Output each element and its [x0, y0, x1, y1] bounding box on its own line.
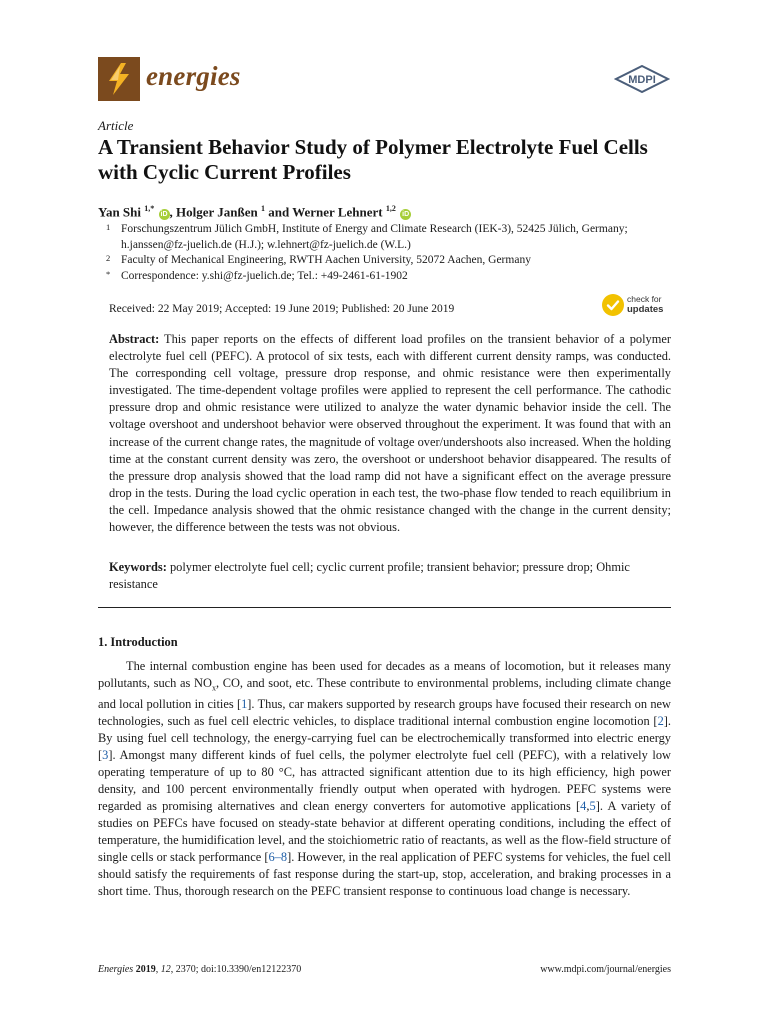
check-for-updates-icon [602, 294, 624, 316]
citation-link[interactable]: 2 [657, 714, 664, 729]
author-name[interactable]: Werner Lehnert [292, 204, 383, 220]
author-affiliation-mark: 1,2 [385, 204, 396, 213]
abstract [109, 331, 671, 536]
keywords-text: polymer electrolyte fuel cell; cyclic current profile; transient behavior; pressure drop; Ohmic resistance [109, 560, 630, 592]
orcid-icon[interactable]: iD [160, 211, 168, 219]
affiliation-mark: * [106, 268, 111, 279]
author-list: Yan Shi $^{1,*}$ iD , Holger Janßen $^1$ and Werner Lehnert $^{1,2}$ iD [98, 204, 410, 220]
affiliation-mark: 1 [106, 222, 111, 232]
affiliation-mark: 2 [106, 253, 111, 263]
orcid-icon[interactable]: iD [402, 211, 410, 219]
affiliation-item [98, 253, 673, 269]
affiliation-item [98, 269, 673, 285]
section-heading: 1. Introduction [98, 635, 178, 649]
author-name[interactable]: Holger Janßen [176, 204, 258, 220]
citation-link[interactable]: 3 [102, 748, 109, 763]
keywords-label: Keywords: [109, 560, 167, 574]
affiliation-text: Forschungszentrum Jülich GmbH, Institute of Energy and Climate Research (IEK-3), 52425 Jülich, Germany; h.janssen@fz-juelich.de (H.J.); w.lehnert@fz-juelich.de (W.L.) [121, 223, 628, 251]
abstract-text: This paper reports on the effects of different load profiles on the transient behavior of a polymer electrolyte fuel cell (PEFC). A protocol of six tests, each with different current density ramps, was conducted. The corresponding cell voltage, pressure drop response, and ohmic resistance were then experimentally investigated. The time-dependent voltage profiles were applied to represent the cell performance. The cathodic pressure drop and ohmic resistance were utilized to analyze the water dynamic behavior inside the cell. The voltage overshoot and undershoot behavior were observed throughout the experiment. It was found that with an increase of the current change rates, the magnitude of voltage over/undershoots also increased. When the holding time at the constant current density was zero, the overshoot or undershoot behavior disappeared. The results of the pressure drop analysis showed that the load ramp did not have a significant effect on the average pressure drop in the tests. During the load cyclic operation in each test, the two-phase flow tended to reach equilibrium in the cell. Impedance analysis showed that the ohmic resistance changed with the change in the current density; however, the difference between the tests was not obvious. [109, 332, 671, 535]
energies-logo [98, 57, 140, 101]
abstract-label: Abstract: [109, 332, 160, 346]
journal-header [98, 57, 670, 103]
affiliation-item [98, 222, 673, 253]
mdpi-logo [614, 65, 670, 93]
affiliation-text: Faculty of Mechanical Engineering, RWTH Aachen University, 52072 Aachen, Germany [121, 254, 531, 266]
publication-dates: Received: 22 May 2019; Accepted: 19 June 2019; Published: 20 June 2019 [109, 303, 455, 315]
check-for-updates-badge[interactable] [602, 294, 672, 316]
author-affiliation-mark: 1 [261, 204, 265, 213]
citation-link[interactable]: 1 [241, 697, 248, 712]
svg-text:MDPI: MDPI [628, 74, 656, 86]
lightning-logo-icon [106, 63, 132, 95]
article-type: Article [98, 118, 134, 133]
author-affiliation-mark: 1,* [144, 204, 155, 213]
keywords [109, 559, 671, 593]
journal-name: energies [146, 61, 241, 91]
citation-link[interactable]: 6–8 [268, 850, 288, 865]
article-title: A Transient Behavior Study of Polymer Electrolyte Fuel Cells with Cyclic Current Profiles [98, 135, 648, 184]
intro-paragraph: The internal combustion engine has been used for decades as a means of locomotion, but it releases many pollutants, such as $NO_x$, CO, and soot, etc. These contribute to environmental problems, including climate change and local pollution in cities [1]. Thus, car makers supported by research groups have focused their research on new technologies, such as fuel cell electric vehicles, to displace traditional internal combustion engine locomotion [2]. By using fuel cell technology, the energy-carrying fuel can be electrochemically transformed into electric energy [3]. Amongst many different kinds of fuel cells, the polymer electrolyte fuel cell (PEFC), with a relatively low operating temperature of up to 80 °C, has attracted significant attention due to its high efficiency, high power density, and 100 percent environmentally friendly output when operated with hydrogen. PEFC systems were regarded as promising alternatives and clean energy converters for automotive applications [4,5]. A variety of studies on PEFCs have focused on steady-state behavior at different operating conditions, including the effect of temperature, the humidification level, and the stoichiometric ratio of reactants, as well as the flow-field structure of single cells or stack performance [6–8]. However, in the real application of PEFC systems for vehicles, the fuel cell should satisfy the requirements of fast response during the start-up, stop, acceleration, and braking processes in a short time. Thus, thorough research on the PEFC transient response to continuous load change is necessary. [98, 659, 671, 899]
check-for-updates-label: check for updates [627, 294, 664, 315]
citation-info: Energies 2019, 12, 2370; doi:10.3390/en12122370 [98, 964, 302, 975]
section-divider [98, 607, 671, 608]
author-name[interactable]: Yan Shi [98, 204, 141, 220]
affiliations [98, 222, 673, 284]
journal-url-link[interactable]: www.mdpi.com/journal/energies [540, 964, 671, 975]
citation-link[interactable]: 4 [580, 799, 587, 814]
citation-link[interactable]: 5 [589, 799, 596, 814]
correspondence-text: Correspondence: y.shi@fz-juelich.de; Tel.: +49-2461-61-1902 [121, 269, 408, 282]
